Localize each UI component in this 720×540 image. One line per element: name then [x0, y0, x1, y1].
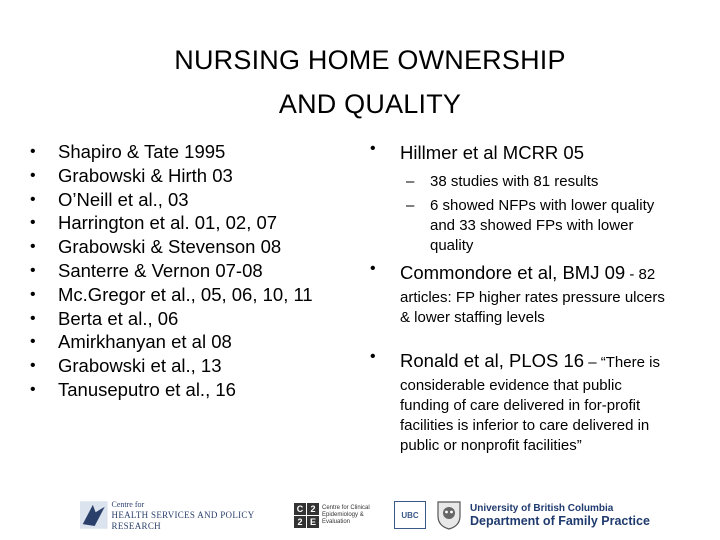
dash-icon: – — [406, 173, 415, 190]
list-item-text: Grabowski & Stevenson 08 — [58, 236, 282, 258]
title-line-1: NURSING HOME OWNERSHIP — [174, 45, 566, 75]
ronald-heading — [400, 348, 715, 376]
list-item — [30, 211, 350, 235]
c2e-logo — [294, 503, 374, 528]
hillmer-bullet — [370, 140, 715, 166]
c2e-letter: 2 — [307, 503, 319, 515]
c2e-text: Centre for Clinical Epidemiology & Evaluation — [322, 504, 370, 525]
list-item-text: Mc.Gregor et al., 05, 06, 10, 11 — [58, 283, 313, 305]
list-item — [30, 378, 350, 402]
ubc-line-2: Department of Family Practice — [470, 514, 650, 528]
commondore-bullet — [370, 260, 715, 328]
list-item-text: Santerre & Vernon 07-08 — [58, 259, 263, 281]
chspr-mark-icon — [80, 500, 108, 530]
slide-title — [100, 38, 640, 126]
bullet-icon: • — [30, 309, 36, 327]
commondore-heading-suffix: - 82 — [625, 266, 656, 283]
chspr-logo — [80, 498, 290, 532]
ronald-heading-text: Ronald et al, PLOS 16 — [400, 350, 585, 371]
bullet-icon: • — [30, 285, 36, 303]
list-item-text: Amirkhanyan et al 08 — [58, 331, 232, 353]
ronald-text: considerable evidence that public funding of care delivered in for-profit facilities is inferior to care delivered in public or nonprofit facilities” — [400, 377, 650, 454]
bullet-icon: • — [30, 333, 36, 351]
list-item-text: Grabowski et al., 13 — [58, 355, 222, 377]
list-item — [30, 235, 350, 259]
list-item-text: Shapiro & Tate 1995 — [58, 141, 226, 162]
ronald-heading-suffix: – “There is — [584, 354, 660, 371]
ubc-line-1: University of British Columbia — [470, 503, 614, 514]
list-item — [30, 283, 350, 307]
list-item — [30, 354, 350, 378]
ronald-bullet — [370, 348, 715, 456]
list-item — [30, 330, 350, 354]
bullet-icon: • — [30, 357, 36, 375]
hillmer-sub-1-text: 38 studies with 81 results — [430, 173, 599, 190]
commondore-heading-text: Commondore et al, BMJ 09 — [400, 262, 626, 283]
list-item-text: O’Neill et al., 03 — [58, 188, 189, 210]
left-reference-list — [30, 140, 350, 402]
c2e-mark-icon — [294, 503, 319, 528]
title-line-2: AND QUALITY — [278, 89, 462, 119]
chspr-line-1: Centre for — [111, 499, 145, 509]
dash-icon: – — [406, 197, 415, 214]
list-item-text: Berta et al., 06 — [58, 307, 179, 329]
bullet-icon: • — [30, 238, 36, 256]
commondore-text: articles: FP higher rates pressure ulcers & lower staffing levels — [400, 289, 665, 326]
list-item — [30, 140, 350, 164]
bullet-icon: • — [30, 190, 36, 208]
bullet-icon: • — [370, 260, 376, 277]
c2e-letter: E — [307, 516, 319, 528]
bullet-icon: • — [30, 143, 36, 160]
ubc-dfp-logo — [470, 502, 650, 528]
footer-logos — [80, 498, 705, 532]
list-item — [30, 307, 350, 331]
list-item-text: Grabowski & Hirth 03 — [58, 164, 233, 186]
hillmer-heading: Hillmer et al MCRR 05 — [400, 142, 585, 163]
bullet-icon: • — [30, 166, 36, 184]
bullet-icon: • — [30, 380, 36, 398]
c2e-letter: 2 — [294, 516, 306, 528]
right-column — [370, 140, 715, 456]
hillmer-sub-2-text: 6 showed NFPs with lower quality and 33 showed FPs with lower quality — [430, 197, 655, 254]
dfp-crest-icon — [436, 500, 462, 530]
bullet-icon: • — [30, 261, 36, 279]
hillmer-sub-2 — [370, 196, 675, 256]
list-item — [30, 164, 350, 188]
c2e-letter: C — [294, 503, 306, 515]
bullet-icon: • — [370, 348, 376, 365]
commondore-heading — [400, 260, 715, 288]
list-item-text: Tanuseputro et al., 16 — [58, 378, 236, 400]
bullet-icon: • — [370, 140, 376, 157]
bullet-icon: • — [30, 214, 36, 232]
list-item — [30, 259, 350, 283]
list-item — [30, 188, 350, 212]
chspr-line-2: HEALTH SERVICES AND POLICY RESEARCH — [111, 509, 255, 531]
list-item-text: Harrington et al. 01, 02, 07 — [58, 212, 278, 234]
ubc-crest-icon: UBC — [394, 501, 426, 529]
hillmer-sub-1 — [370, 172, 715, 192]
